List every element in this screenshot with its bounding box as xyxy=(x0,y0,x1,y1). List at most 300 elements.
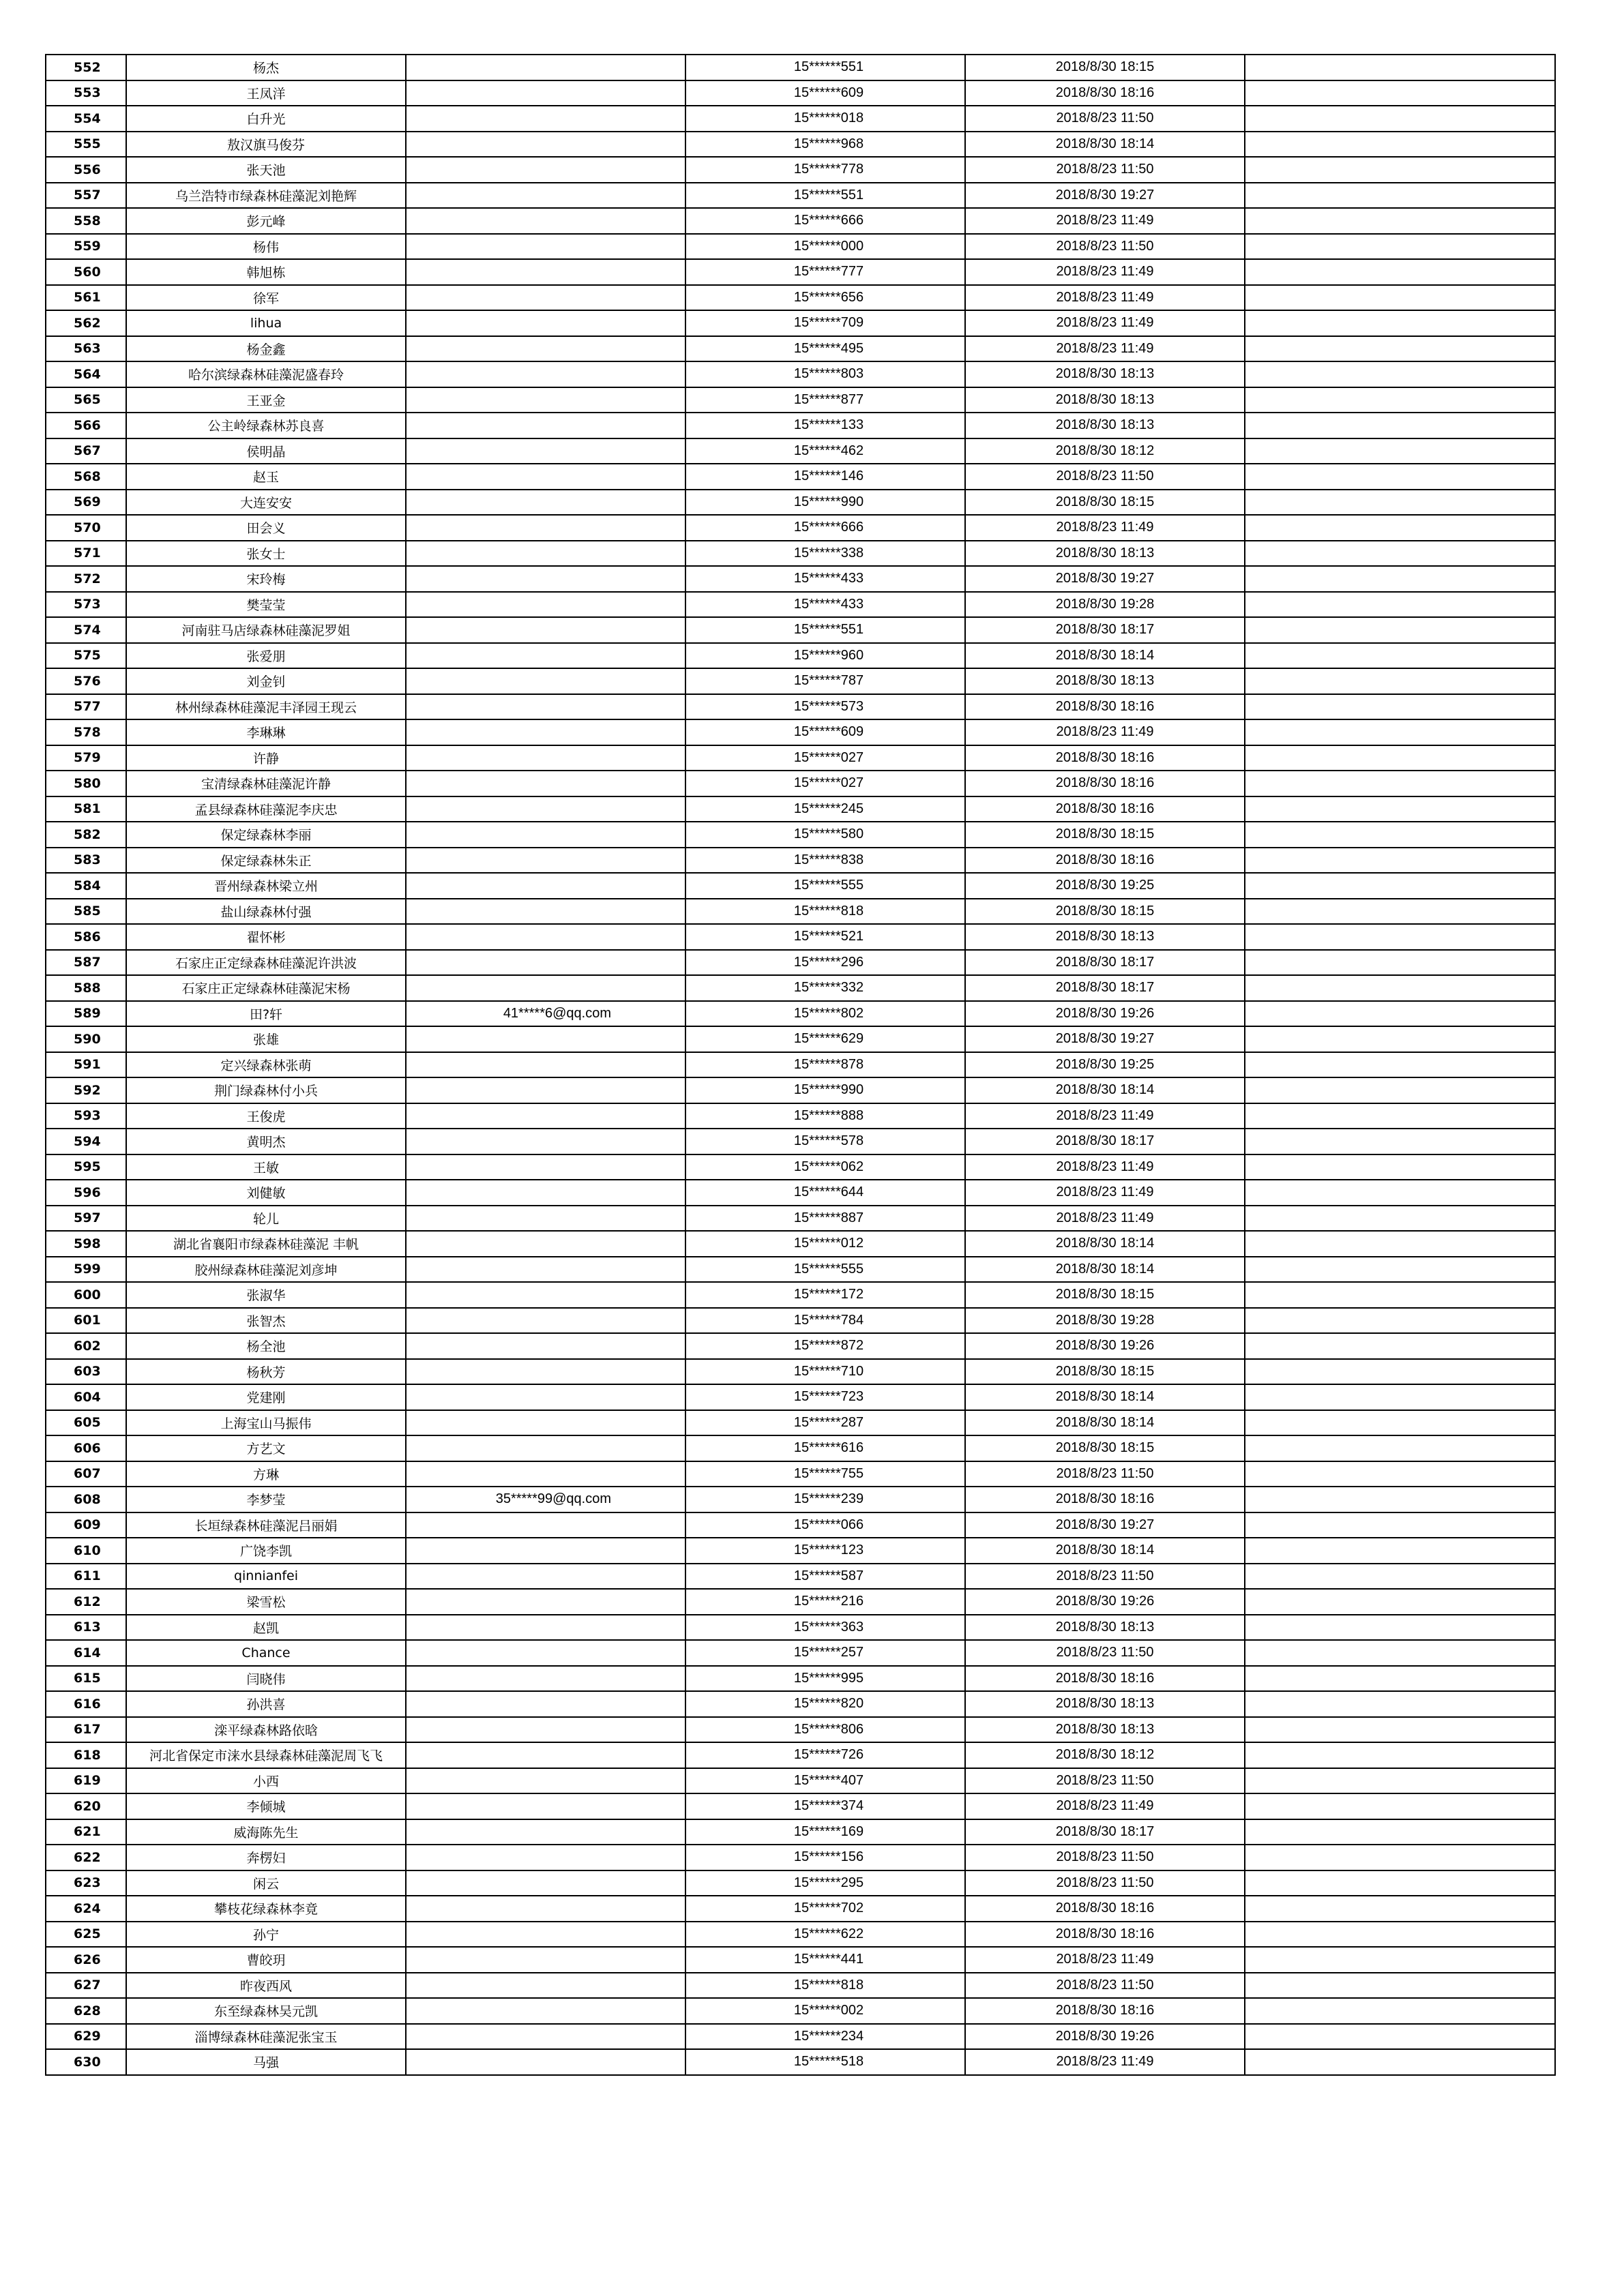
table-row xyxy=(46,1384,1555,1410)
timestamp-cell: 2018/8/30 18:16 xyxy=(965,1998,1245,2024)
name-cell: 王敏 xyxy=(126,1154,406,1180)
table-row xyxy=(46,1768,1555,1794)
table-row xyxy=(46,234,1555,260)
empty-cell xyxy=(1245,208,1555,234)
empty-cell xyxy=(1245,1538,1555,1564)
email-cell xyxy=(406,1717,685,1743)
empty-cell xyxy=(1245,1026,1555,1052)
empty-cell xyxy=(1245,1206,1555,1232)
table-row xyxy=(46,1308,1555,1334)
table-row xyxy=(46,566,1555,592)
phone-cell: 15******216 xyxy=(685,1589,965,1615)
timestamp-cell: 2018/8/30 18:13 xyxy=(965,1717,1245,1743)
name-cell: 定兴绿森林张萌 xyxy=(126,1052,406,1078)
email-cell xyxy=(406,310,685,336)
timestamp-cell: 2018/8/23 11:49 xyxy=(965,259,1245,285)
row-number-cell: 626 xyxy=(46,1947,126,1973)
table-row xyxy=(46,132,1555,158)
table-row xyxy=(46,1282,1555,1308)
email-cell xyxy=(406,1410,685,1436)
table-row xyxy=(46,694,1555,720)
row-number-cell: 617 xyxy=(46,1717,126,1743)
timestamp-cell: 2018/8/23 11:49 xyxy=(965,1947,1245,1973)
name-cell: 威海陈先生 xyxy=(126,1819,406,1845)
empty-cell xyxy=(1245,1512,1555,1538)
email-cell xyxy=(406,950,685,976)
row-number-cell: 567 xyxy=(46,438,126,464)
row-number-cell: 599 xyxy=(46,1257,126,1283)
phone-cell: 15******587 xyxy=(685,1564,965,1590)
email-cell xyxy=(406,1359,685,1385)
row-number-cell: 588 xyxy=(46,975,126,1001)
row-number-cell: 569 xyxy=(46,490,126,516)
timestamp-cell: 2018/8/23 11:50 xyxy=(965,1564,1245,1590)
row-number-cell: 627 xyxy=(46,1973,126,1999)
email-cell xyxy=(406,617,685,643)
phone-cell: 15******332 xyxy=(685,975,965,1001)
phone-cell: 15******878 xyxy=(685,1052,965,1078)
name-cell: 孟县绿森林硅藻泥李庆忠 xyxy=(126,796,406,822)
email-cell xyxy=(406,1640,685,1666)
table-row xyxy=(46,490,1555,516)
name-cell: 长垣绿森林硅藻泥吕丽娟 xyxy=(126,1512,406,1538)
table-row xyxy=(46,924,1555,950)
email-cell xyxy=(406,1257,685,1283)
name-cell: 林州绿森林硅藻泥丰泽园王现云 xyxy=(126,694,406,720)
row-number-cell: 589 xyxy=(46,1001,126,1027)
phone-cell: 15******778 xyxy=(685,157,965,183)
empty-cell xyxy=(1245,1001,1555,1027)
email-cell: 41*****6@qq.com xyxy=(406,1001,685,1027)
row-number-cell: 572 xyxy=(46,566,126,592)
name-cell: 王凤洋 xyxy=(126,80,406,106)
table-row xyxy=(46,2049,1555,2075)
timestamp-cell: 2018/8/23 11:49 xyxy=(965,1154,1245,1180)
table-row xyxy=(46,515,1555,541)
empty-cell xyxy=(1245,1231,1555,1257)
email-cell xyxy=(406,1768,685,1794)
empty-cell xyxy=(1245,106,1555,132)
timestamp-cell: 2018/8/23 11:50 xyxy=(965,106,1245,132)
email-cell xyxy=(406,515,685,541)
email-cell xyxy=(406,541,685,567)
empty-cell xyxy=(1245,796,1555,822)
email-cell xyxy=(406,464,685,490)
phone-cell: 15******296 xyxy=(685,950,965,976)
phone-cell: 15******888 xyxy=(685,1103,965,1129)
timestamp-cell: 2018/8/30 18:14 xyxy=(965,1077,1245,1103)
email-cell xyxy=(406,259,685,285)
name-cell: 翟怀彬 xyxy=(126,924,406,950)
empty-cell xyxy=(1245,1129,1555,1154)
empty-cell xyxy=(1245,183,1555,209)
email-cell xyxy=(406,157,685,183)
phone-cell: 15******245 xyxy=(685,796,965,822)
phone-cell: 15******702 xyxy=(685,1896,965,1922)
phone-cell: 15******169 xyxy=(685,1819,965,1845)
table-row xyxy=(46,771,1555,796)
row-number-cell: 605 xyxy=(46,1410,126,1436)
empty-cell xyxy=(1245,899,1555,925)
email-cell xyxy=(406,1077,685,1103)
email-cell xyxy=(406,694,685,720)
phone-cell: 15******433 xyxy=(685,592,965,618)
phone-cell: 15******172 xyxy=(685,1282,965,1308)
timestamp-cell: 2018/8/30 18:16 xyxy=(965,796,1245,822)
email-cell xyxy=(406,1870,685,1896)
name-cell: 闫晓伟 xyxy=(126,1666,406,1692)
phone-cell: 15******622 xyxy=(685,1922,965,1948)
phone-cell: 15******555 xyxy=(685,873,965,899)
empty-cell xyxy=(1245,1384,1555,1410)
email-cell xyxy=(406,80,685,106)
email-cell xyxy=(406,1052,685,1078)
row-number-cell: 566 xyxy=(46,413,126,438)
phone-cell: 15******616 xyxy=(685,1435,965,1461)
email-cell xyxy=(406,132,685,158)
row-number-cell: 602 xyxy=(46,1333,126,1359)
timestamp-cell: 2018/8/30 19:27 xyxy=(965,1026,1245,1052)
email-cell xyxy=(406,1231,685,1257)
name-cell: 张淑华 xyxy=(126,1282,406,1308)
name-cell: 李倾城 xyxy=(126,1793,406,1819)
timestamp-cell: 2018/8/23 11:50 xyxy=(965,1870,1245,1896)
timestamp-cell: 2018/8/30 18:17 xyxy=(965,617,1245,643)
name-cell: 公主岭绿森林苏良喜 xyxy=(126,413,406,438)
timestamp-cell: 2018/8/30 19:25 xyxy=(965,1052,1245,1078)
phone-cell: 15******784 xyxy=(685,1308,965,1334)
empty-cell xyxy=(1245,617,1555,643)
name-cell: 白升光 xyxy=(126,106,406,132)
email-cell xyxy=(406,592,685,618)
row-number-cell: 576 xyxy=(46,668,126,694)
table-row xyxy=(46,1640,1555,1666)
empty-cell xyxy=(1245,1947,1555,1973)
name-cell: lihua xyxy=(126,310,406,336)
row-number-cell: 590 xyxy=(46,1026,126,1052)
table-row xyxy=(46,1922,1555,1948)
table-row xyxy=(46,208,1555,234)
email-cell xyxy=(406,975,685,1001)
row-number-cell: 607 xyxy=(46,1461,126,1487)
email-cell xyxy=(406,1998,685,2024)
table-row xyxy=(46,975,1555,1001)
timestamp-cell: 2018/8/30 19:27 xyxy=(965,183,1245,209)
phone-cell: 15******726 xyxy=(685,1742,965,1768)
email-cell xyxy=(406,1615,685,1641)
phone-cell: 15******609 xyxy=(685,80,965,106)
name-cell: Chance xyxy=(126,1640,406,1666)
row-number-cell: 609 xyxy=(46,1512,126,1538)
email-cell xyxy=(406,643,685,669)
phone-cell: 15******363 xyxy=(685,1615,965,1641)
empty-cell xyxy=(1245,668,1555,694)
timestamp-cell: 2018/8/30 18:16 xyxy=(965,848,1245,874)
name-cell: 张智杰 xyxy=(126,1308,406,1334)
empty-cell xyxy=(1245,848,1555,874)
timestamp-cell: 2018/8/23 11:50 xyxy=(965,464,1245,490)
table-row xyxy=(46,1564,1555,1590)
empty-cell xyxy=(1245,1793,1555,1819)
timestamp-cell: 2018/8/23 11:49 xyxy=(965,2049,1245,2075)
name-cell: 奔楞妇 xyxy=(126,1845,406,1870)
name-cell: 杨伟 xyxy=(126,234,406,260)
email-cell xyxy=(406,55,685,80)
empty-cell xyxy=(1245,1461,1555,1487)
name-cell: 张爱朋 xyxy=(126,643,406,669)
row-number-cell: 571 xyxy=(46,541,126,567)
email-cell xyxy=(406,1384,685,1410)
table-row xyxy=(46,1512,1555,1538)
phone-cell: 15******002 xyxy=(685,1998,965,2024)
name-cell: 宋玲梅 xyxy=(126,566,406,592)
row-number-cell: 622 xyxy=(46,1845,126,1870)
table-row xyxy=(46,1717,1555,1743)
row-number-cell: 587 xyxy=(46,950,126,976)
empty-cell xyxy=(1245,2049,1555,2075)
row-number-cell: 623 xyxy=(46,1870,126,1896)
phone-cell: 15******609 xyxy=(685,719,965,745)
table-row xyxy=(46,387,1555,413)
table-row xyxy=(46,361,1555,387)
table-row xyxy=(46,1589,1555,1615)
empty-cell xyxy=(1245,1845,1555,1870)
email-cell xyxy=(406,183,685,209)
row-number-cell: 595 xyxy=(46,1154,126,1180)
name-cell: 盐山绿森林付强 xyxy=(126,899,406,925)
row-number-cell: 616 xyxy=(46,1691,126,1717)
table-row xyxy=(46,1077,1555,1103)
table-body xyxy=(46,55,1555,2075)
table-row xyxy=(46,1410,1555,1436)
row-number-cell: 563 xyxy=(46,336,126,362)
timestamp-cell: 2018/8/23 11:49 xyxy=(965,285,1245,311)
timestamp-cell: 2018/8/23 11:50 xyxy=(965,1461,1245,1487)
row-number-cell: 603 xyxy=(46,1359,126,1385)
row-number-cell: 552 xyxy=(46,55,126,80)
phone-cell: 15******133 xyxy=(685,413,965,438)
name-cell: 梁雪松 xyxy=(126,1589,406,1615)
row-number-cell: 630 xyxy=(46,2049,126,2075)
name-cell: 许静 xyxy=(126,745,406,771)
row-number-cell: 570 xyxy=(46,515,126,541)
phone-cell: 15******495 xyxy=(685,336,965,362)
phone-cell: 15******012 xyxy=(685,1231,965,1257)
row-number-cell: 619 xyxy=(46,1768,126,1794)
timestamp-cell: 2018/8/23 11:49 xyxy=(965,719,1245,745)
empty-cell xyxy=(1245,157,1555,183)
email-cell xyxy=(406,361,685,387)
name-cell: 上海宝山马振伟 xyxy=(126,1410,406,1436)
timestamp-cell: 2018/8/23 11:49 xyxy=(965,336,1245,362)
timestamp-cell: 2018/8/30 19:26 xyxy=(965,1589,1245,1615)
email-cell xyxy=(406,1206,685,1232)
table-row xyxy=(46,592,1555,618)
empty-cell xyxy=(1245,1410,1555,1436)
email-cell xyxy=(406,668,685,694)
timestamp-cell: 2018/8/30 18:16 xyxy=(965,745,1245,771)
name-cell: 曹皎玥 xyxy=(126,1947,406,1973)
email-cell xyxy=(406,2024,685,2050)
row-number-cell: 600 xyxy=(46,1282,126,1308)
empty-cell xyxy=(1245,285,1555,311)
email-cell xyxy=(406,745,685,771)
table-row xyxy=(46,796,1555,822)
row-number-cell: 554 xyxy=(46,106,126,132)
empty-cell xyxy=(1245,1998,1555,2024)
timestamp-cell: 2018/8/30 18:15 xyxy=(965,1435,1245,1461)
row-number-cell: 618 xyxy=(46,1742,126,1768)
table-row xyxy=(46,1435,1555,1461)
empty-cell xyxy=(1245,1103,1555,1129)
table-row xyxy=(46,336,1555,362)
row-number-cell: 574 xyxy=(46,617,126,643)
table-row xyxy=(46,1666,1555,1692)
table-row xyxy=(46,1001,1555,1027)
table-row xyxy=(46,1206,1555,1232)
empty-cell xyxy=(1245,1257,1555,1283)
email-cell xyxy=(406,822,685,848)
empty-cell xyxy=(1245,541,1555,567)
email-cell xyxy=(406,1333,685,1359)
row-number-cell: 615 xyxy=(46,1666,126,1692)
table-row xyxy=(46,2024,1555,2050)
row-number-cell: 620 xyxy=(46,1793,126,1819)
table-row xyxy=(46,1333,1555,1359)
name-cell: 田会义 xyxy=(126,515,406,541)
empty-cell xyxy=(1245,234,1555,260)
phone-cell: 15******027 xyxy=(685,745,965,771)
name-cell: 胶州绿森林硅藻泥刘彦坤 xyxy=(126,1257,406,1283)
empty-cell xyxy=(1245,1717,1555,1743)
phone-cell: 15******887 xyxy=(685,1206,965,1232)
table-row xyxy=(46,157,1555,183)
email-cell xyxy=(406,1845,685,1870)
email-cell xyxy=(406,1154,685,1180)
empty-cell xyxy=(1245,515,1555,541)
name-cell: 东至绿森林吴元凯 xyxy=(126,1998,406,2024)
empty-cell xyxy=(1245,1870,1555,1896)
email-cell xyxy=(406,1564,685,1590)
email-cell xyxy=(406,1103,685,1129)
name-cell: 方艺文 xyxy=(126,1435,406,1461)
name-cell: 杨全池 xyxy=(126,1333,406,1359)
email-cell xyxy=(406,1947,685,1973)
timestamp-cell: 2018/8/30 18:15 xyxy=(965,490,1245,516)
empty-cell xyxy=(1245,1615,1555,1641)
email-cell xyxy=(406,1819,685,1845)
name-cell: 张雄 xyxy=(126,1026,406,1052)
table-row xyxy=(46,1129,1555,1154)
name-cell: 刘健敏 xyxy=(126,1180,406,1206)
timestamp-cell: 2018/8/30 18:13 xyxy=(965,924,1245,950)
table-row xyxy=(46,464,1555,490)
row-number-cell: 596 xyxy=(46,1180,126,1206)
timestamp-cell: 2018/8/30 18:13 xyxy=(965,1691,1245,1717)
phone-cell: 15******877 xyxy=(685,387,965,413)
timestamp-cell: 2018/8/23 11:50 xyxy=(965,157,1245,183)
phone-cell: 15******818 xyxy=(685,899,965,925)
name-cell: 韩旭栋 xyxy=(126,259,406,285)
name-cell: 轮儿 xyxy=(126,1206,406,1232)
name-cell: 荆门绿森林付小兵 xyxy=(126,1077,406,1103)
phone-cell: 15******234 xyxy=(685,2024,965,2050)
timestamp-cell: 2018/8/30 19:27 xyxy=(965,566,1245,592)
table-row xyxy=(46,1896,1555,1922)
timestamp-cell: 2018/8/30 19:26 xyxy=(965,2024,1245,2050)
name-cell: 保定绿森林李丽 xyxy=(126,822,406,848)
timestamp-cell: 2018/8/30 18:15 xyxy=(965,822,1245,848)
table-row xyxy=(46,1947,1555,1973)
phone-cell: 15******802 xyxy=(685,1001,965,1027)
row-number-cell: 560 xyxy=(46,259,126,285)
table-row xyxy=(46,822,1555,848)
email-cell xyxy=(406,1435,685,1461)
row-number-cell: 579 xyxy=(46,745,126,771)
timestamp-cell: 2018/8/23 11:49 xyxy=(965,310,1245,336)
empty-cell xyxy=(1245,822,1555,848)
phone-cell: 15******066 xyxy=(685,1512,965,1538)
timestamp-cell: 2018/8/30 18:17 xyxy=(965,1129,1245,1154)
timestamp-cell: 2018/8/23 11:50 xyxy=(965,1973,1245,1999)
timestamp-cell: 2018/8/30 18:12 xyxy=(965,438,1245,464)
empty-cell xyxy=(1245,1180,1555,1206)
row-number-cell: 555 xyxy=(46,132,126,158)
row-number-cell: 610 xyxy=(46,1538,126,1564)
email-cell xyxy=(406,1691,685,1717)
name-cell: 党建刚 xyxy=(126,1384,406,1410)
name-cell: 樊莹莹 xyxy=(126,592,406,618)
registration-table xyxy=(45,54,1556,2076)
phone-cell: 15******551 xyxy=(685,55,965,80)
email-cell xyxy=(406,771,685,796)
timestamp-cell: 2018/8/23 11:50 xyxy=(965,234,1245,260)
empty-cell xyxy=(1245,259,1555,285)
phone-cell: 15******656 xyxy=(685,285,965,311)
timestamp-cell: 2018/8/30 18:14 xyxy=(965,1410,1245,1436)
timestamp-cell: 2018/8/30 18:13 xyxy=(965,413,1245,438)
table-row xyxy=(46,55,1555,80)
row-number-cell: 583 xyxy=(46,848,126,874)
phone-cell: 15******338 xyxy=(685,541,965,567)
phone-cell: 15******295 xyxy=(685,1870,965,1896)
timestamp-cell: 2018/8/30 18:16 xyxy=(965,771,1245,796)
phone-cell: 15******551 xyxy=(685,183,965,209)
phone-cell: 15******644 xyxy=(685,1180,965,1206)
phone-cell: 15******433 xyxy=(685,566,965,592)
timestamp-cell: 2018/8/30 18:16 xyxy=(965,1666,1245,1692)
name-cell: 李琳琳 xyxy=(126,719,406,745)
empty-cell xyxy=(1245,1487,1555,1512)
email-cell xyxy=(406,336,685,362)
name-cell: 王俊虎 xyxy=(126,1103,406,1129)
phone-cell: 15******990 xyxy=(685,490,965,516)
name-cell: 滦平绿森林路依晗 xyxy=(126,1717,406,1743)
table-row xyxy=(46,950,1555,976)
timestamp-cell: 2018/8/30 18:16 xyxy=(965,1922,1245,1948)
row-number-cell: 561 xyxy=(46,285,126,311)
empty-cell xyxy=(1245,924,1555,950)
name-cell: 广饶李凯 xyxy=(126,1538,406,1564)
empty-cell xyxy=(1245,1308,1555,1334)
phone-cell: 15******287 xyxy=(685,1410,965,1436)
phone-cell: 15******968 xyxy=(685,132,965,158)
timestamp-cell: 2018/8/30 18:17 xyxy=(965,1819,1245,1845)
name-cell: 徐军 xyxy=(126,285,406,311)
email-cell xyxy=(406,1922,685,1948)
phone-cell: 15******462 xyxy=(685,438,965,464)
row-number-cell: 594 xyxy=(46,1129,126,1154)
